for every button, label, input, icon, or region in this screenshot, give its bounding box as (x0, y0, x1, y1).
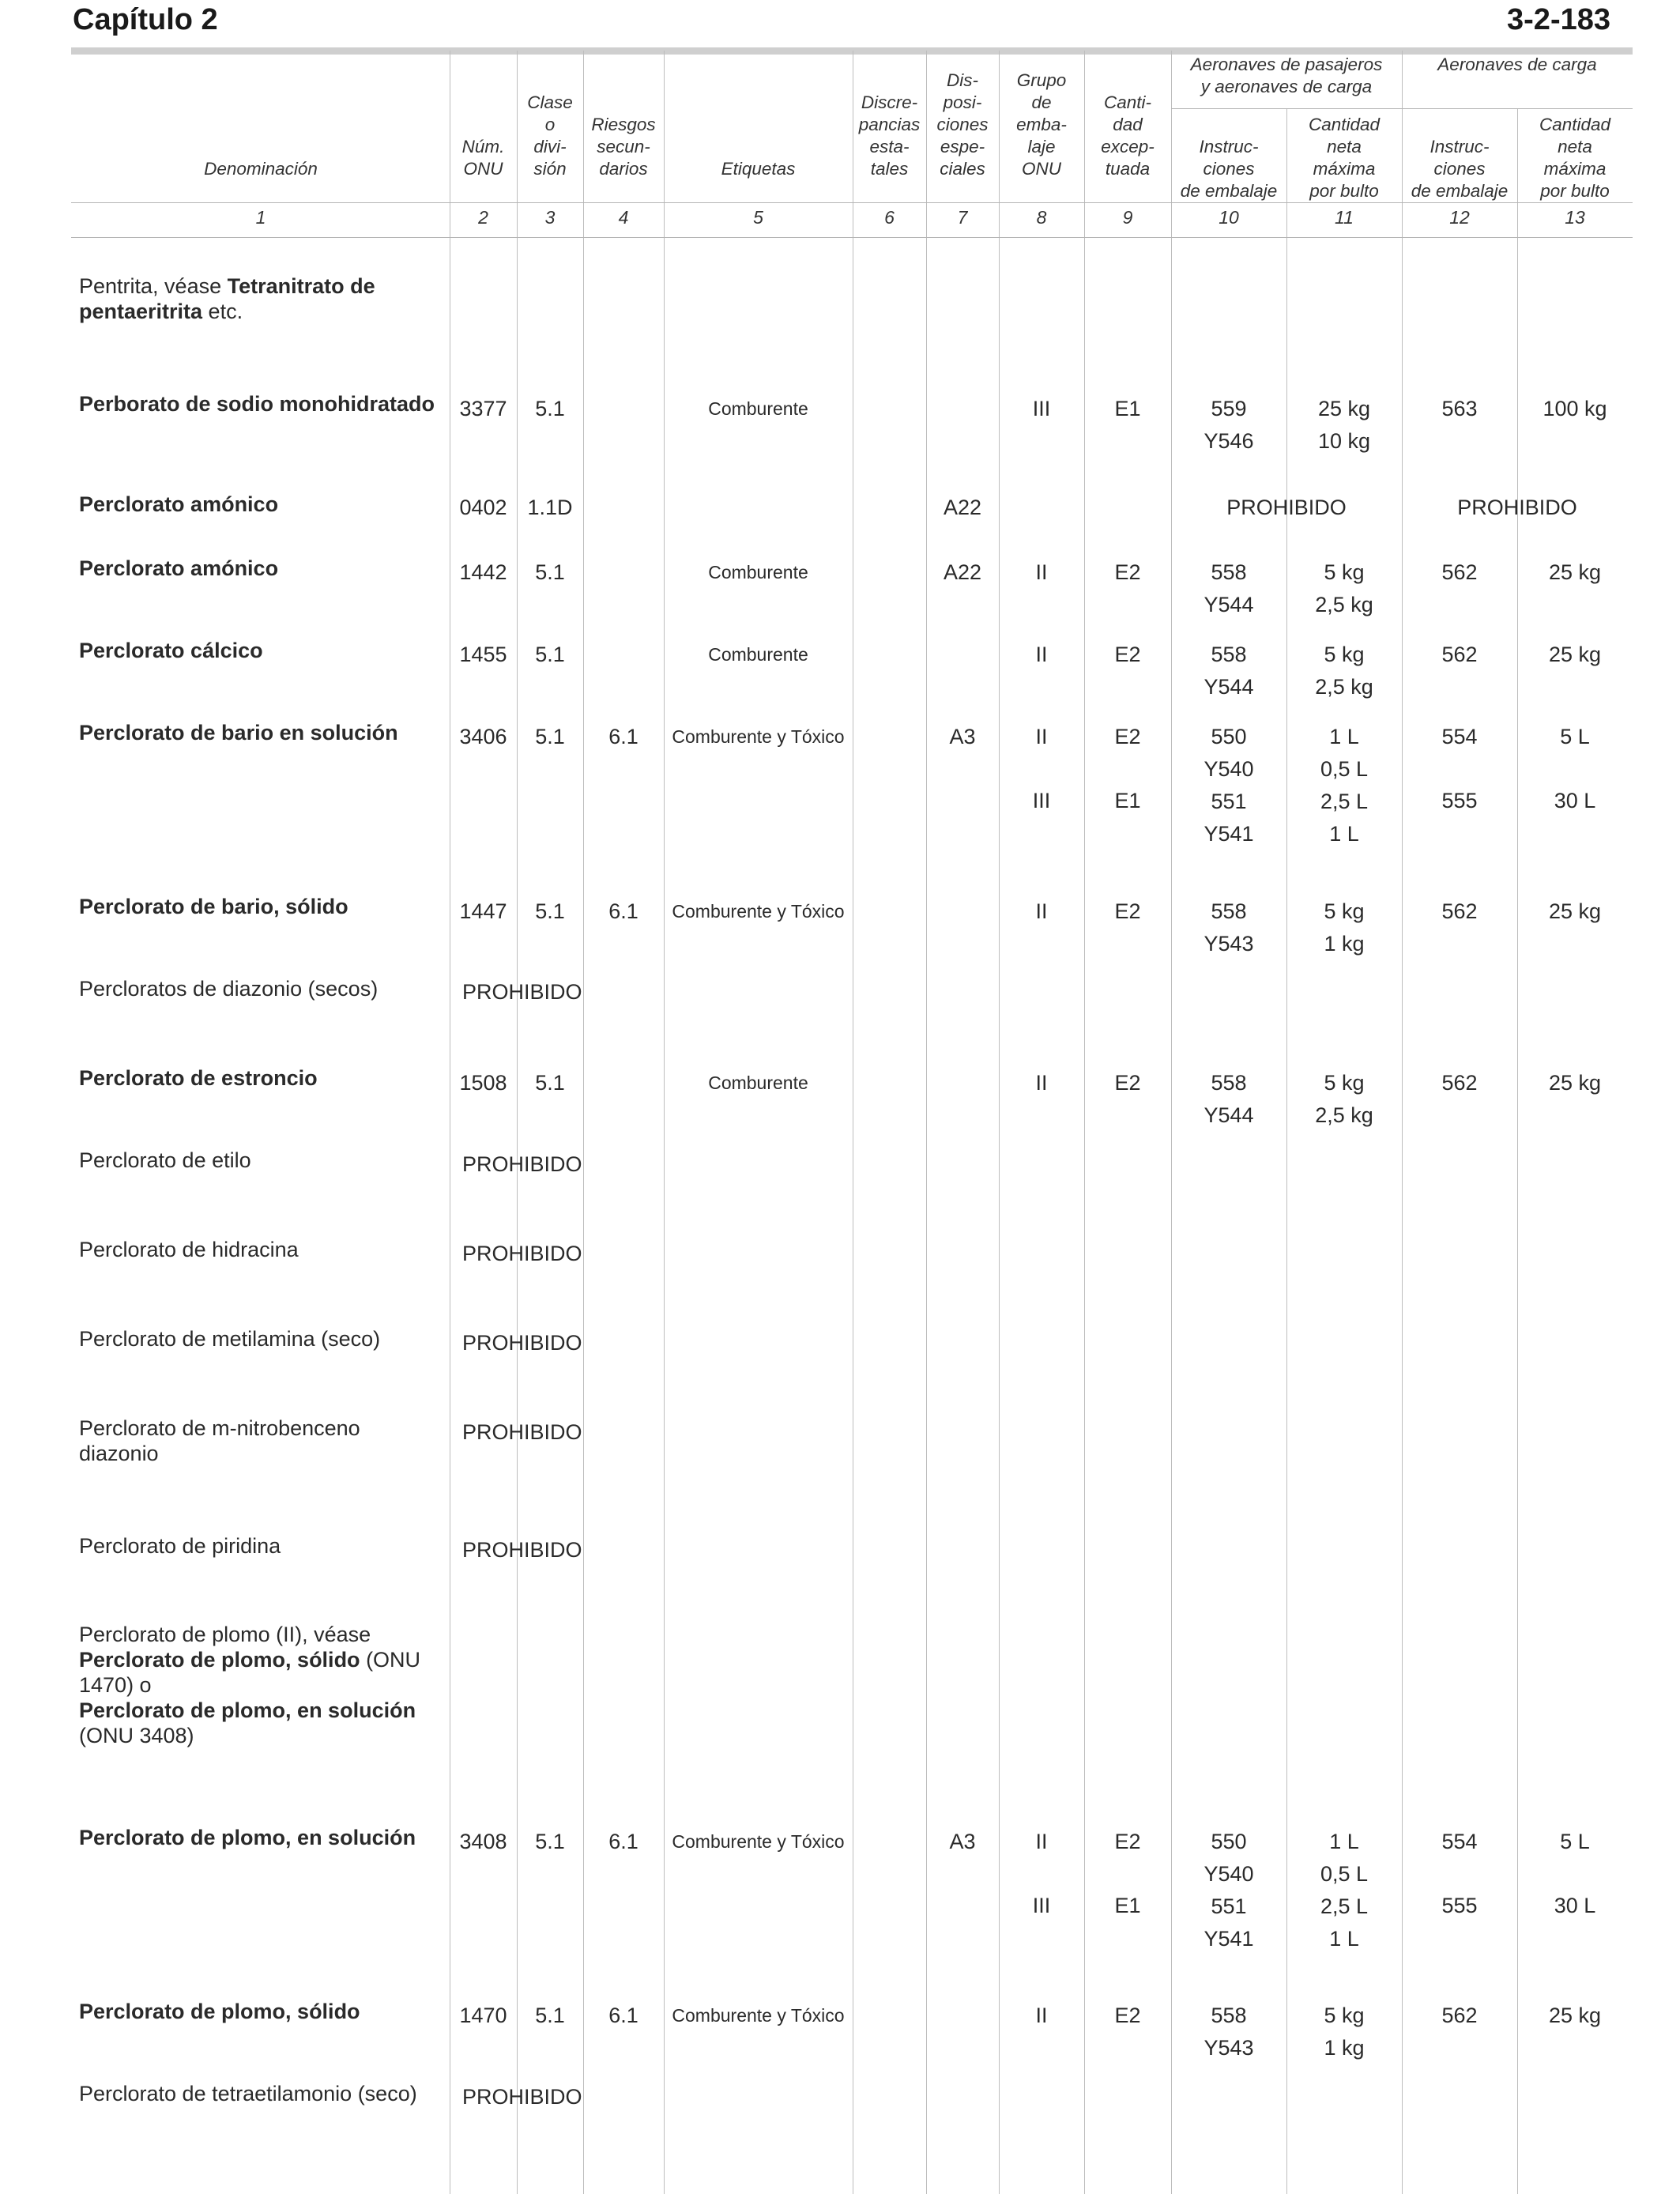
cargo-instructions: 555 (1441, 789, 1478, 812)
cargo-quantity: 5 L (1560, 725, 1590, 748)
passenger-quantity: 1 L 0,5 L 2,5 L 1 L (1320, 1830, 1369, 1951)
excepted-quantity: E2 (1114, 725, 1141, 748)
substance-name: Perclorato de hidracina (79, 1238, 299, 1261)
label-text: Comburente y Tóxico (672, 2005, 845, 2026)
cargo-quantity: 25 kg (1548, 899, 1602, 923)
packing-group: II (1035, 560, 1048, 584)
excepted-quantity: E2 (1114, 560, 1141, 584)
column-header-cantidad-pasajeros: Cantidad neta máxima por bulto (1308, 115, 1381, 201)
table-row-pentrita (79, 273, 443, 324)
column-header-cantidad-carga: Cantidad neta máxima por bulto (1539, 115, 1611, 201)
column-divider (1402, 51, 1403, 2194)
onu-number: 3406 (459, 725, 507, 748)
column-number: 6 (884, 207, 895, 228)
prohibited-text: PROHIBIDO (462, 1538, 582, 1562)
cargo-instructions: 563 (1441, 397, 1478, 420)
label-text: Comburente (708, 398, 808, 419)
cargo-instructions: 562 (1441, 899, 1478, 923)
excepted-quantity: E2 (1114, 899, 1141, 923)
row-reference: Perclorato de plomo, sólido (79, 1648, 360, 1672)
subsidiary-risk: 6.1 (608, 725, 638, 748)
substance-name: Perclorato cálcico (79, 639, 263, 662)
excepted-quantity: E1 (1114, 789, 1141, 812)
packing-group: II (1035, 899, 1048, 923)
passenger-instructions: 550 Y540 551 Y541 (1203, 1830, 1254, 1951)
cargo-quantity: 100 kg (1543, 397, 1607, 420)
row-text: etc. (202, 300, 243, 323)
packing-group: II (1035, 1071, 1048, 1095)
substance-name: Perclorato de plomo, sólido (79, 2000, 360, 2023)
substance-name: Perclorato de estroncio (79, 1066, 318, 1090)
column-header-instrucciones-pasajeros: Instruc- ciones de embalaje (1180, 137, 1278, 201)
cargo-instructions: 562 (1441, 560, 1478, 584)
excepted-quantity: E2 (1114, 1071, 1141, 1095)
passenger-quantity: 5 kg 2,5 kg (1315, 1071, 1373, 1127)
prohibited-text: PROHIBIDO (462, 1420, 582, 1444)
substance-name: Perclorato de etilo (79, 1148, 251, 1172)
packing-group: III (1032, 1894, 1051, 1917)
subsidiary-risk: 6.1 (608, 1830, 638, 1853)
cargo-quantity: 5 L (1560, 1830, 1590, 1853)
cargo-quantity: 30 L (1554, 1894, 1596, 1917)
special-provision: A3 (949, 1830, 976, 1853)
column-header-disposiciones: Dis- posi- ciones espe- ciales (936, 70, 989, 179)
prohibited-text: PROHIBIDO (462, 1152, 582, 1176)
hazard-class: 1.1D (527, 496, 573, 519)
cargo-instructions: 562 (1441, 643, 1478, 666)
substance-name: Perborato de sodio monohidratado (79, 392, 435, 416)
excepted-quantity: E1 (1114, 1894, 1141, 1917)
label-text: Comburente (708, 1072, 808, 1093)
cargo-instructions: 554 (1441, 1830, 1478, 1853)
passenger-instructions: 559 Y546 (1203, 397, 1254, 453)
column-divider (517, 51, 518, 2194)
passenger-prohibited: PROHIBIDO (1226, 496, 1347, 519)
excepted-quantity: E2 (1114, 1830, 1141, 1853)
substance-name: Perclorato de metilamina (seco) (79, 1327, 381, 1351)
hazard-class: 5.1 (535, 643, 565, 666)
column-number: 4 (618, 207, 629, 228)
substance-name: Perclorato de m-nitrobenceno diazonio (79, 1416, 360, 1465)
passenger-quantity: 25 kg 10 kg (1317, 397, 1371, 453)
passenger-instructions: 550 Y540 551 Y541 (1203, 725, 1254, 846)
substance-name: Percloratos de diazonio (secos) (79, 977, 379, 1001)
substance-name: Perclorato de bario, sólido (79, 895, 348, 918)
header-divider (71, 202, 1633, 203)
prohibited-text: PROHIBIDO (462, 1331, 582, 1355)
hazard-class: 5.1 (535, 1071, 565, 1095)
row-reference: Tetranitrato de pentaeritrita (79, 274, 375, 323)
label-text: Comburente y Tóxico (672, 726, 845, 747)
label-text: Comburente (708, 562, 808, 582)
row-text: Perclorato de plomo (II), véase (79, 1623, 371, 1646)
group-header-passenger: Aeronaves de pasajeros y aeronaves de carga (1190, 55, 1383, 96)
column-header-cantidad-exceptuada: Canti- dad excep- tuada (1101, 92, 1155, 179)
packing-group: II (1035, 725, 1048, 748)
substance-name: Perclorato de piridina (79, 1534, 281, 1558)
row-text: (ONU 1470) o (79, 1648, 421, 1697)
label-text: Comburente y Tóxico (672, 901, 845, 922)
column-number: 1 (255, 207, 266, 228)
cargo-instructions: 554 (1441, 725, 1478, 748)
packing-group: II (1035, 1830, 1048, 1853)
substance-name: Perclorato amónico (79, 556, 279, 580)
onu-number: 1442 (459, 560, 507, 584)
label-text: Comburente y Tóxico (672, 1831, 845, 1852)
column-divider (1084, 51, 1085, 2194)
prohibited-text: PROHIBIDO (462, 1242, 582, 1265)
label-text: Comburente (708, 644, 808, 665)
column-header-etiquetas: Etiquetas (721, 159, 796, 179)
packing-group: III (1032, 789, 1051, 812)
passenger-instructions: 558 Y544 (1203, 643, 1254, 699)
column-number: 12 (1449, 207, 1470, 228)
column-number: 13 (1565, 207, 1585, 228)
column-number: 2 (478, 207, 488, 228)
onu-number: 1508 (459, 1071, 507, 1095)
group-header-cargo: Aeronaves de carga (1437, 55, 1597, 74)
column-divider (926, 51, 927, 2194)
substance-name: Perclorato amónico (79, 492, 279, 516)
cargo-quantity: 25 kg (1548, 560, 1602, 584)
special-provision: A3 (949, 725, 976, 748)
passenger-quantity: 5 kg 1 kg (1324, 2004, 1365, 2060)
column-divider (583, 51, 584, 2194)
onu-number: 1447 (459, 899, 507, 923)
column-number: 8 (1036, 207, 1047, 228)
onu-number: 0402 (459, 496, 507, 519)
excepted-quantity: E1 (1114, 397, 1141, 420)
row-text (79, 1647, 443, 1698)
cargo-instructions: 562 (1441, 2004, 1478, 2027)
row-text: Pentrita, véase (79, 274, 228, 298)
hazard-class: 5.1 (535, 2004, 565, 2027)
cargo-quantity: 25 kg (1548, 643, 1602, 666)
subsidiary-risk: 6.1 (608, 2004, 638, 2027)
excepted-quantity: E2 (1114, 2004, 1141, 2027)
packing-group: II (1035, 2004, 1048, 2027)
packing-group: II (1035, 643, 1048, 666)
header-divider (1171, 108, 1633, 109)
row-reference: Perclorato de plomo, en solución (79, 1698, 416, 1722)
chapter-title: Capítulo 2 (73, 3, 218, 36)
special-provision: A22 (943, 496, 982, 519)
table-row-perclorato-plomo-ii (79, 1622, 443, 1748)
cargo-quantity: 25 kg (1548, 1071, 1602, 1095)
column-header-instrucciones-carga: Instruc- ciones de embalaje (1411, 137, 1509, 201)
column-number: 5 (753, 207, 763, 228)
cargo-quantity: 25 kg (1548, 2004, 1602, 2027)
column-number: 10 (1219, 207, 1239, 228)
hazard-class: 5.1 (535, 397, 565, 420)
excepted-quantity: E2 (1114, 643, 1141, 666)
special-provision: A22 (943, 560, 982, 584)
onu-number: 3377 (459, 397, 507, 420)
column-header-clase: Clase o divi- sión (527, 92, 573, 179)
header-divider (71, 237, 1633, 238)
hazard-class: 5.1 (535, 899, 565, 923)
hazard-class: 5.1 (535, 725, 565, 748)
cargo-instructions: 555 (1441, 1894, 1478, 1917)
column-number: 3 (544, 207, 556, 228)
onu-number: 1455 (459, 643, 507, 666)
subsidiary-risk: 6.1 (608, 899, 638, 923)
page-number: 3-2-183 (1507, 3, 1610, 36)
passenger-instructions: 558 Y544 (1203, 560, 1254, 616)
column-divider (1517, 109, 1518, 2194)
packing-group: III (1032, 397, 1051, 420)
cargo-instructions: 562 (1441, 1071, 1478, 1095)
onu-number: 3408 (459, 1830, 507, 1853)
column-number: 7 (957, 207, 968, 228)
column-number: 11 (1335, 207, 1354, 228)
passenger-quantity: 1 L 0,5 L 2,5 L 1 L (1320, 725, 1369, 846)
passenger-quantity: 5 kg 2,5 kg (1315, 643, 1373, 699)
substance-name: Perclorato de tetraetilamonio (seco) (79, 2082, 417, 2105)
passenger-quantity: 5 kg 1 kg (1324, 899, 1365, 956)
substance-name: Perclorato de plomo, en solución (79, 1826, 416, 1849)
prohibited-text: PROHIBIDO (462, 980, 582, 1004)
column-header-discrepancias: Discre- pancias esta- tales (858, 92, 921, 179)
column-divider (664, 51, 665, 2194)
passenger-instructions: 558 Y544 (1203, 1071, 1254, 1127)
passenger-quantity: 5 kg 2,5 kg (1315, 560, 1373, 616)
onu-number: 1470 (459, 2004, 507, 2027)
column-divider (999, 51, 1000, 2194)
column-number: 9 (1122, 207, 1133, 228)
column-header-riesgos: Riesgos secun- darios (591, 115, 656, 179)
column-header-grupo-embalaje: Grupo de emba- laje ONU (1016, 70, 1067, 179)
substance-name: Perclorato de bario en solución (79, 721, 398, 745)
cargo-quantity: 30 L (1554, 789, 1596, 812)
column-header-denominacion: Denominación (204, 159, 318, 179)
cargo-prohibited: PROHIBIDO (1457, 496, 1577, 519)
hazard-class: 5.1 (535, 1830, 565, 1853)
prohibited-text: PROHIBIDO (462, 2085, 582, 2109)
passenger-instructions: 558 Y543 (1203, 899, 1254, 956)
page-header (73, 0, 1610, 49)
column-header-num-onu: Núm. ONU (461, 137, 505, 179)
hazard-class: 5.1 (535, 560, 565, 584)
row-text: (ONU 3408) (79, 1724, 194, 1747)
passenger-instructions: 558 Y543 (1203, 2004, 1254, 2060)
